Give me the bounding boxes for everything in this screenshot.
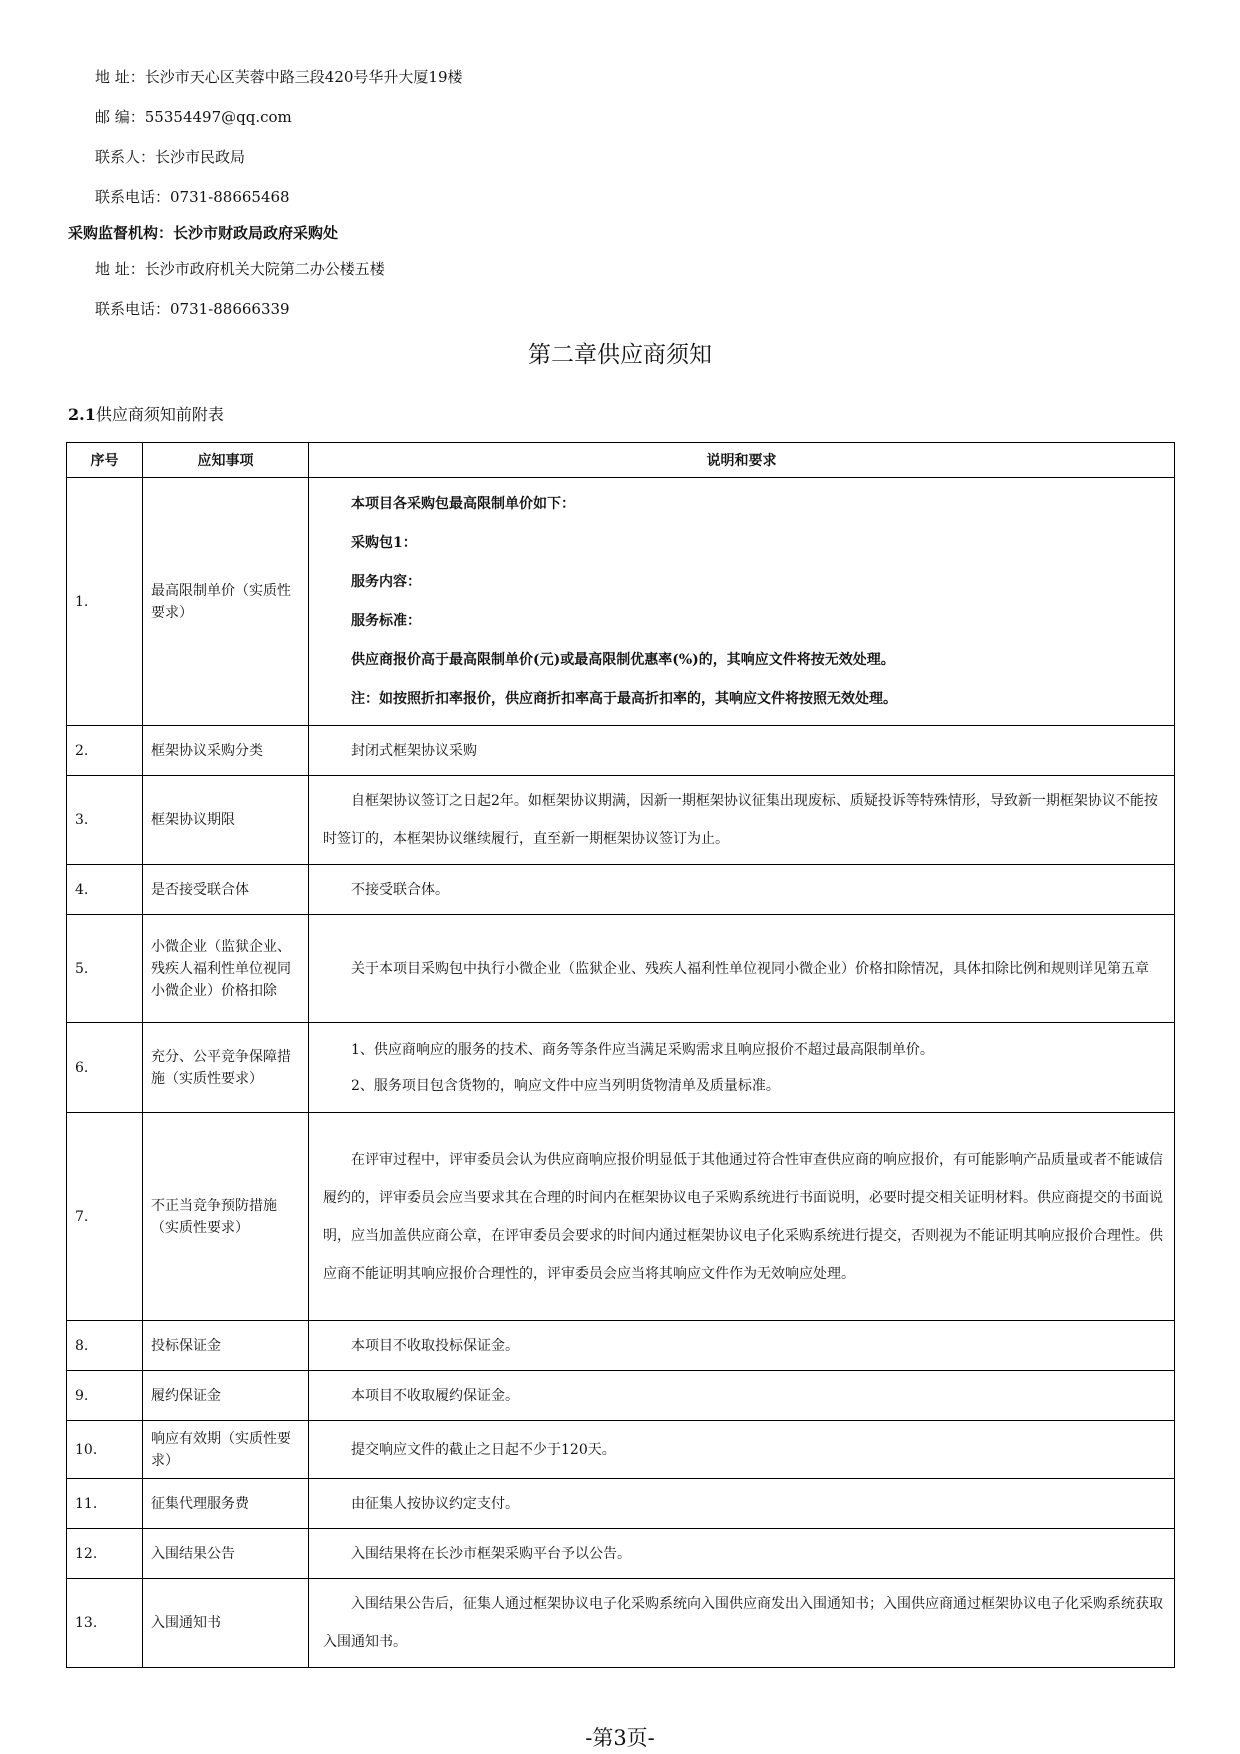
row-description: [309, 478, 1175, 726]
row-number: 8.: [67, 1321, 143, 1371]
row-number: 3.: [67, 776, 143, 865]
row-item: 是否接受联合体: [143, 865, 309, 915]
row-description: [309, 1421, 1175, 1479]
header-number: 序号: [67, 443, 143, 478]
row-number: 1.: [67, 478, 143, 726]
row-item: 充分、公平竞争保障措施（实质性要求）: [143, 1023, 309, 1113]
supervision-heading: 采购监督机构：长沙市财政局政府采购处: [68, 224, 339, 242]
row-description: [309, 865, 1175, 915]
table-row: [67, 1479, 1175, 1529]
row-item: 响应有效期（实质性要求）: [143, 1421, 309, 1479]
row-description: [309, 726, 1175, 776]
row-item: 小微企业（监狱企业、残疾人福利性单位视同小微企业）价格扣除: [143, 915, 309, 1023]
row-item: 履约保证金: [143, 1371, 309, 1421]
supervision-address: 地 址：长沙市政府机关大院第二办公楼五楼: [95, 260, 385, 278]
table-row: [67, 1529, 1175, 1579]
row-number: 12.: [67, 1529, 143, 1579]
description-paragraph: 不接受联合体。: [351, 881, 449, 898]
row-number: 2.: [67, 726, 143, 776]
contact-email: 邮 编：55354497@qq.com: [95, 108, 292, 126]
contact-person: 联系人：长沙市民政局: [95, 148, 246, 166]
description-paragraph: 本项目不收取投标保证金。: [351, 1337, 519, 1354]
row-description: [309, 1579, 1175, 1668]
row-item: 不正当竞争预防措施（实质性要求）: [143, 1113, 309, 1321]
section-number: 2.1: [68, 405, 96, 424]
contact-phone: 联系电话：0731-88665468: [95, 188, 290, 206]
row-description: [309, 1479, 1175, 1529]
description-paragraph: 采购包1：: [351, 534, 417, 551]
row-number: 13.: [67, 1579, 143, 1668]
description-paragraph: 入围结果将在长沙市框架采购平台予以公告。: [351, 1545, 631, 1562]
description-paragraph: 提交响应文件的截止之日起不少于120天。: [351, 1441, 616, 1458]
table-row: [67, 865, 1175, 915]
table-row: [67, 1371, 1175, 1421]
table-row: [67, 478, 1175, 726]
row-item: 最高限制单价（实质性要求）: [143, 478, 309, 726]
row-item: 入围结果公告: [143, 1529, 309, 1579]
section-heading: [68, 402, 224, 425]
row-item: 框架协议采购分类: [143, 726, 309, 776]
description-paragraph: 服务标准：: [351, 612, 421, 629]
row-number: 10.: [67, 1421, 143, 1479]
row-description: [309, 1113, 1175, 1321]
header-description: 说明和要求: [309, 443, 1175, 478]
row-number: 4.: [67, 865, 143, 915]
description-paragraph: 1、供应商响应的服务的技术、商务等条件应当满足采购需求且响应报价不超过最高限制单价。: [351, 1041, 934, 1058]
table-row: [67, 915, 1175, 1023]
row-description: [309, 1023, 1175, 1113]
row-description: [309, 1529, 1175, 1579]
table-row: [67, 1579, 1175, 1668]
page-number: -第3页-: [585, 1726, 655, 1750]
description-paragraph: 关于本项目采购包中执行小微企业（监狱企业、残疾人福利性单位视同小微企业）价格扣除情况，具体扣除比例和规则详见第五章: [351, 960, 1149, 977]
description-paragraph: 入围结果公告后，征集人通过框架协议电子化采购系统向入围供应商发出入围通知书；入围供应商通过框架协议电子化采购系统获取入围通知书。: [323, 1596, 1163, 1650]
row-description: [309, 1371, 1175, 1421]
description-paragraph: 注：如按照折扣率报价，供应商折扣率高于最高折扣率的，其响应文件将按照无效处理。: [351, 690, 897, 707]
header-item: 应知事项: [143, 443, 309, 478]
table-row: [67, 726, 1175, 776]
row-item: 入围通知书: [143, 1579, 309, 1668]
description-paragraph: 本项目各采购包最高限制单价如下：: [351, 495, 575, 512]
row-number: 11.: [67, 1479, 143, 1529]
table-row: [67, 1421, 1175, 1479]
table-row: [67, 776, 1175, 865]
table-row: [67, 1321, 1175, 1371]
table-row: [67, 1113, 1175, 1321]
description-paragraph: 2、服务项目包含货物的，响应文件中应当列明货物清单及质量标准。: [351, 1077, 780, 1094]
row-number: 6.: [67, 1023, 143, 1113]
table-row: [67, 1023, 1175, 1113]
row-number: 9.: [67, 1371, 143, 1421]
row-item: 框架协议期限: [143, 776, 309, 865]
description-paragraph: 自框架协议签订之日起2年。如框架协议期满，因新一期框架协议征集出现废标、质疑投诉等特殊情形，导致新一期框架协议不能按时签订的，本框架协议继续履行，直至新一期框架协议签订为止。: [323, 793, 1158, 847]
supervision-phone: 联系电话：0731-88666339: [95, 300, 290, 318]
row-description: [309, 1321, 1175, 1371]
description-paragraph: 由征集人按协议约定支付。: [351, 1495, 519, 1512]
description-paragraph: 本项目不收取履约保证金。: [351, 1387, 519, 1404]
row-item: 征集代理服务费: [143, 1479, 309, 1529]
row-number: 7.: [67, 1113, 143, 1321]
row-number: 5.: [67, 915, 143, 1023]
section-title: 供应商须知前附表: [95, 405, 224, 424]
description-paragraph: 供应商报价高于最高限制单价(元)或最高限制优惠率(%)的，其响应文件将按无效处理。: [351, 651, 895, 668]
row-description: [309, 915, 1175, 1023]
description-paragraph: 在评审过程中，评审委员会认为供应商响应报价明显低于其他通过符合性审查供应商的响应报价，有可能影响产品质量或者不能诚信履约的，评审委员会应当要求其在合理的时间内在框架协议电子采购系统进行书面说明，必要时提交相关证明材料。供应商提交的书面说明，应当加盖供应商公章，在评审委员会要求的时间内通过框架协议电子化采购系统进行提交，否则视为不能证明其响应报价合理性。供应商不能证明其响应报价合理性的，评审委员会应当将其响应文件作为无效响应处理。: [323, 1151, 1163, 1282]
row-item: 投标保证金: [143, 1321, 309, 1371]
table-header-row: [67, 443, 1175, 478]
requirements-table: [66, 442, 1175, 1668]
chapter-title: 第二章供应商须知: [528, 342, 712, 368]
description-paragraph: 封闭式框架协议采购: [351, 742, 477, 759]
row-description: [309, 776, 1175, 865]
contact-address: 地 址：长沙市天心区芙蓉中路三段420号华升大厦19楼: [95, 68, 463, 86]
description-paragraph: 服务内容：: [351, 573, 421, 590]
